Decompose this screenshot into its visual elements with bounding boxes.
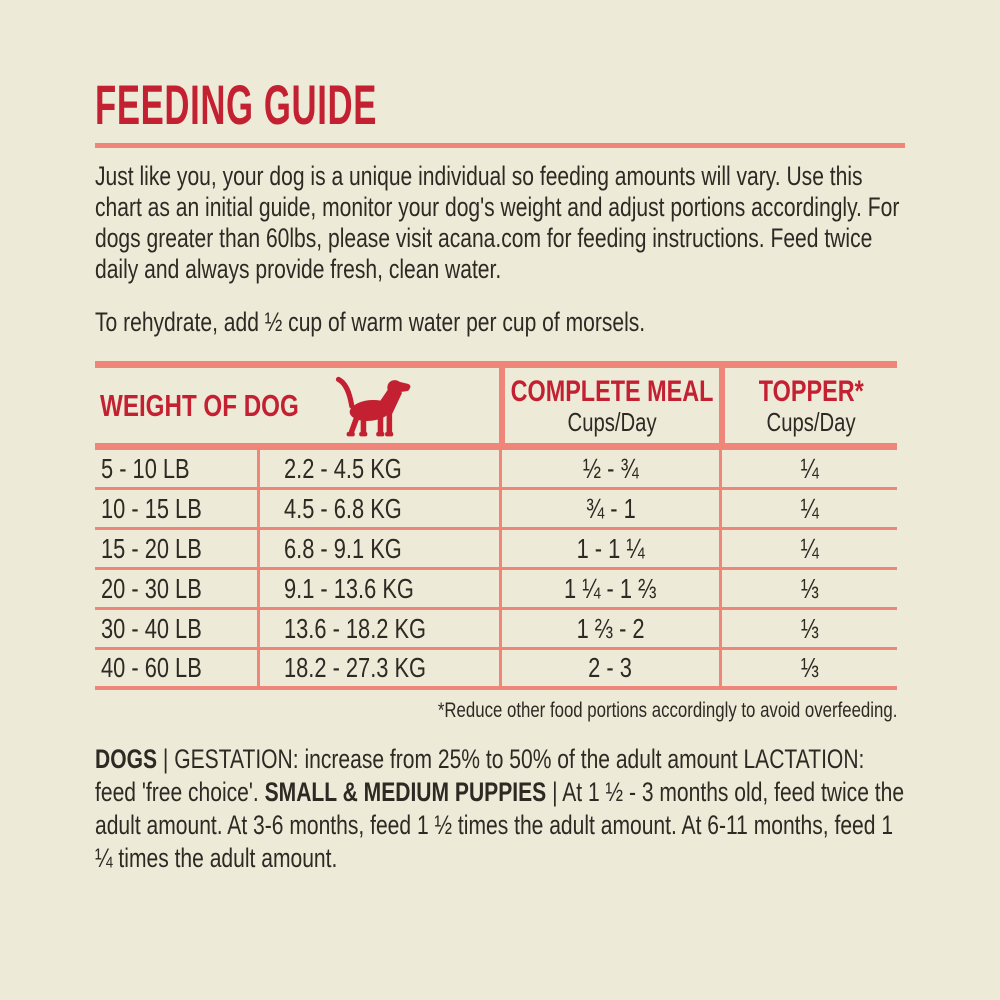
topper-value: ¼ [800, 452, 819, 484]
weight-lb-cell [95, 450, 257, 487]
weight-lb-cell [95, 650, 257, 686]
puppies-text: | At 1 ½ - 3 months old, feed twice the adult amount. At 3-6 months, feed 1 ½ times the adult amount. At 6-11 months, feed 1 ¼ times the adult amount. [95, 777, 905, 873]
topper-header-cell [719, 368, 897, 443]
weight-kg-cell [257, 450, 499, 487]
weight-kg-cell [257, 490, 499, 527]
weight-lb-value: 30 - 40 LB [101, 612, 202, 644]
weight-lb-value: 10 - 15 LB [101, 492, 202, 524]
weight-kg-cell [257, 570, 499, 607]
weight-kg-value: 9.1 - 13.6 KG [284, 572, 414, 604]
weight-kg-value: 13.6 - 18.2 KG [284, 612, 427, 644]
topper-unit-label: Cups/Day [766, 406, 856, 437]
topper-label: TOPPER* [758, 374, 864, 408]
topper-cell [719, 610, 897, 647]
rehydrate-note: To rehydrate, add ½ cup of warm water per cup of morsels. [95, 307, 646, 337]
complete-meal-cell [499, 610, 719, 647]
weight-kg-value: 2.2 - 4.5 KG [284, 452, 402, 484]
intro-paragraph: Just like you, your dog is a unique individual so feeding amounts will vary. Use this chart as an initial guide, monitor your dog's weight and adjust portions accordingly. For dogs greater than 60lbs, please visit acana.com for feeding instructions. Feed twice daily and always provide fresh, clean water. [95, 161, 900, 284]
topper-value: ⅓ [800, 652, 819, 683]
table-footnote [95, 699, 897, 723]
weight-kg-cell [257, 610, 499, 647]
dogs-label: DOGS [95, 744, 158, 774]
complete-meal-cell [499, 570, 719, 607]
weight-lb-value: 20 - 30 LB [101, 572, 202, 604]
weight-lb-cell [95, 570, 257, 607]
title-underline [95, 143, 905, 148]
topper-cell [719, 650, 897, 686]
complete-meal-value: ½ - ¾ [582, 452, 639, 484]
topper-value: ⅓ [800, 572, 819, 604]
topper-cell [719, 570, 897, 607]
complete-meal-value: ¾ - 1 [585, 492, 636, 524]
table-header-row [95, 368, 897, 450]
weight-lb-value: 5 - 10 LB [101, 452, 190, 484]
complete-meal-cell [499, 450, 719, 487]
weight-lb-cell [95, 610, 257, 647]
topper-cell [719, 490, 897, 527]
feeding-notes [95, 743, 906, 875]
table-row [95, 450, 897, 490]
table-row [95, 490, 897, 530]
weight-lb-value: 40 - 60 LB [101, 652, 202, 683]
gestation-lactation-text: | GESTATION: increase from 25% to 50% of the adult amount LACTATION: feed 'free choice'. [95, 744, 865, 807]
complete-meal-value: 1 - 1 ¼ [576, 532, 645, 564]
label-content [95, 0, 905, 875]
table-row [95, 650, 897, 690]
complete-meal-value: 1 ¼ - 1 ⅔ [564, 572, 657, 604]
complete-meal-value: 2 - 3 [588, 652, 633, 683]
weight-kg-value: 4.5 - 6.8 KG [284, 492, 402, 524]
weight-of-dog-header-cell [95, 368, 499, 443]
complete-meal-label: COMPLETE MEAL [510, 374, 714, 408]
table-row [95, 570, 897, 610]
complete-meal-value: 1 ⅔ - 2 [576, 612, 645, 644]
page-title: FEEDING GUIDE [95, 73, 377, 136]
weight-lb-cell [95, 490, 257, 527]
weight-kg-cell [257, 530, 499, 567]
complete-meal-unit-label: Cups/Day [567, 406, 657, 437]
puppies-label: SMALL & MEDIUM PUPPIES [264, 777, 547, 807]
weight-lb-value: 15 - 20 LB [101, 532, 202, 564]
topper-cell [719, 530, 897, 567]
complete-meal-cell [499, 490, 719, 527]
complete-meal-header-cell [499, 368, 719, 443]
weight-kg-value: 6.8 - 9.1 KG [284, 532, 402, 564]
weight-of-dog-label: WEIGHT OF DOG [100, 388, 299, 423]
table-row [95, 530, 897, 570]
feeding-table [95, 361, 897, 690]
topper-value: ⅓ [800, 612, 819, 644]
weight-kg-value: 18.2 - 27.3 KG [284, 652, 427, 683]
weight-lb-cell [95, 530, 257, 567]
weight-kg-cell [257, 650, 499, 686]
complete-meal-cell [499, 530, 719, 567]
topper-value: ¼ [800, 532, 819, 564]
table-row [95, 610, 897, 650]
table-footnote-text: *Reduce other food portions accordingly to avoid overfeeding. [437, 699, 897, 722]
topper-cell [719, 450, 897, 487]
complete-meal-cell [499, 650, 719, 686]
dog-silhouette-icon [333, 372, 415, 446]
topper-value: ¼ [800, 492, 819, 524]
